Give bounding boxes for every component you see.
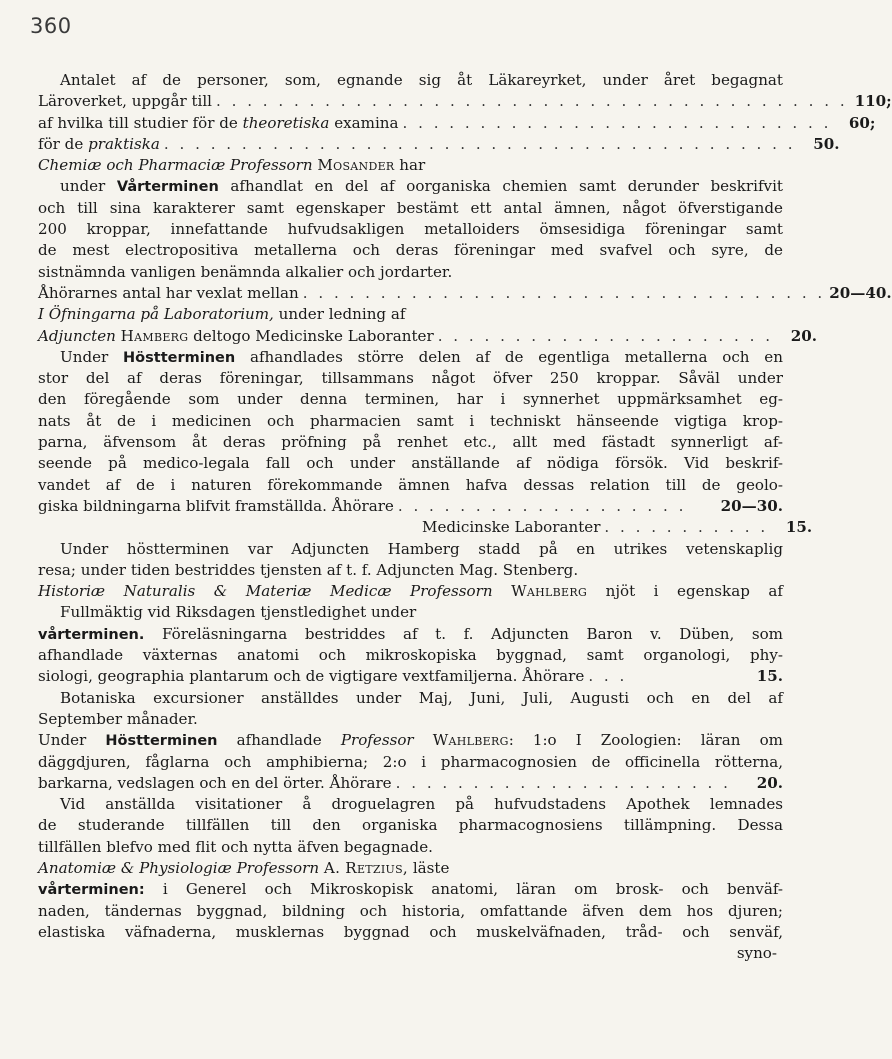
count-line-botany: siologi, geographia plantarum och de vigtigare vextfamiljerna. Åhörare . . . 15.	[38, 667, 783, 686]
text-line: under Vårterminen afhandlat en del af oorganiska chemien samt derunder beskrifvit	[60, 177, 783, 196]
catchword: syno-	[736, 944, 777, 963]
text-line: Under höstterminen var Adjuncten Hamberg stadd på en utrikes vetenskaplig	[60, 539, 783, 558]
text-line: parna, äfvensom åt deras pröfning på renhet etc., allt med fästadt synnerligt af-	[38, 433, 783, 452]
text-line: Fullmäktig vid Riksdagen tjenstledighet under	[60, 603, 417, 622]
text-line: Under Höstterminen afhandlade Professor Wahlberg: 1:o I Zoologien: läran om	[38, 731, 783, 750]
text-line: Botaniska excursioner anställdes under Maj, Juni, Juli, Augusti och en del af	[60, 688, 783, 707]
text-line: seende på medico-legala fall och under anställande af nödiga försök. Vid beskrif-	[38, 454, 783, 473]
text-line: resa; under tiden bestriddes tjensten af t. f. Adjuncten Mag. Stenberg.	[38, 560, 579, 579]
text-line: 200 kroppar, innefattande hufvudsakligen metalloiders ömsesidiga föreningar samt	[38, 220, 783, 239]
text-line: den föregående som under denna terminen, har i synnerhet uppmärksamhet eg-	[38, 390, 783, 409]
section-heading-natural-history: Historiæ Naturalis & Materiæ Medicæ Professorn Wahlberg njöt i egenskap af	[38, 582, 783, 601]
text-line: Antalet af de personer, som, egnande sig åt Läkareyrket, under året begagnat	[60, 71, 783, 89]
text-line: vandet af de i naturen förekommande ämnen hafva dessas relation till de geolo-	[38, 475, 783, 494]
text-line: de studerande tillfällen till den organiska pharmacognosiens tillämpning. Dessa	[38, 816, 783, 835]
count-line-lab-students: Adjuncten Hamberg deltogo Medicinske Laboranter . . . . . . . . . . . . . . . . . . . . . . 20.	[38, 326, 817, 345]
text-line: stor del af deras föreningar, tillsammans något öfver 250 kroppar. Såväl under	[38, 369, 783, 388]
text-line: vårterminen: i Generel och Mikroskopisk anatomi, läran om brosk- och benväf-	[38, 880, 783, 899]
text-line: nats åt de i medicinen och pharmacien samt i techniskt hänseende vigtiga krop-	[38, 411, 783, 430]
count-line-theoretical: af hvilka till studier för de theoretiska examina . . . . . . . . . . . . . . . . . . . . . . . . . . . . 60;	[38, 113, 876, 132]
count-line-autumn-attendance: giska bildningarna blifvit framställda. Åhörare . . . . . . . . . . . . . . . . . . . 20—30.	[38, 496, 783, 515]
report-body	[38, 70, 892, 964]
page-number: 360	[30, 14, 72, 38]
text-line: September månader.	[38, 709, 198, 728]
count-line-total: Läroverket, uppgår till . . . . . . . . . . . . . . . . . . . . . . . . . . . . . . . . . . . . . . . . . 110;	[38, 92, 892, 111]
text-line: de mest electropositiva metallerna och deras föreningar med svafvel och syre, de	[38, 241, 783, 260]
count-line-practical: för de praktiska . . . . . . . . . . . . . . . . . . . . . . . . . . . . . . . . . . . . . . . . . 50.	[38, 134, 840, 153]
text-line: naden, tändernas byggnad, bildning och historia, omfattande äfven dem hos djuren;	[38, 901, 783, 920]
text-line: sistnämnda vanligen benämnda alkalier och jordarter.	[38, 262, 453, 281]
text-line: däggdjuren, fåglarna och amphibierna; 2:o i pharmacognosien de officinella rötterna,	[38, 752, 783, 771]
text-line: Vid anställda visitationer å droguelagren på hufvudstadens Apothek lemnades	[60, 795, 783, 814]
section-heading-laboratory: I Öfningarna på Laboratorium, under ledning af	[38, 305, 406, 324]
text-line: tillfällen blefvo med flit och nytta äfven begagnade.	[38, 837, 433, 856]
count-line-attendance: Åhörarnes antal har vexlat mellan . . . . . . . . . . . . . . . . . . . . . . . . . . . . . . . . . . 20—40.	[38, 283, 892, 302]
count-line-autumn-lab: Medicinske Laboranter . . . . . . . . . . . 15.	[422, 518, 813, 537]
count-line-zoology: barkarna, vedslagen och en del örter. Åhörare . . . . . . . . . . . . . . . . . . . . . . 20.	[38, 773, 783, 792]
text-line: vårterminen. Föreläsningarna bestriddes af t. f. Adjuncten Baron v. Düben, som	[38, 624, 783, 643]
text-line: Under Höstterminen afhandlades större delen af de egentliga metallerna och en	[60, 347, 783, 366]
section-heading-chemistry: Chemiæ och Pharmaciæ Professorn Mosander har	[38, 156, 426, 175]
text-line: afhandlade växternas anatomi och mikroskopiska byggnad, samt organologi, phy-	[38, 646, 783, 665]
text-line: elastiska väfnaderna, musklernas byggnad och muskelväfnaden, tråd- och senväf,	[38, 922, 783, 941]
text-line: och till sina karakterer samt egenskaper bestämt ett antal ämnen, något öfverstigande	[38, 198, 783, 217]
section-heading-anatomy: Anatomiæ & Physiologiæ Professorn A. Retzius, läste	[38, 858, 450, 877]
